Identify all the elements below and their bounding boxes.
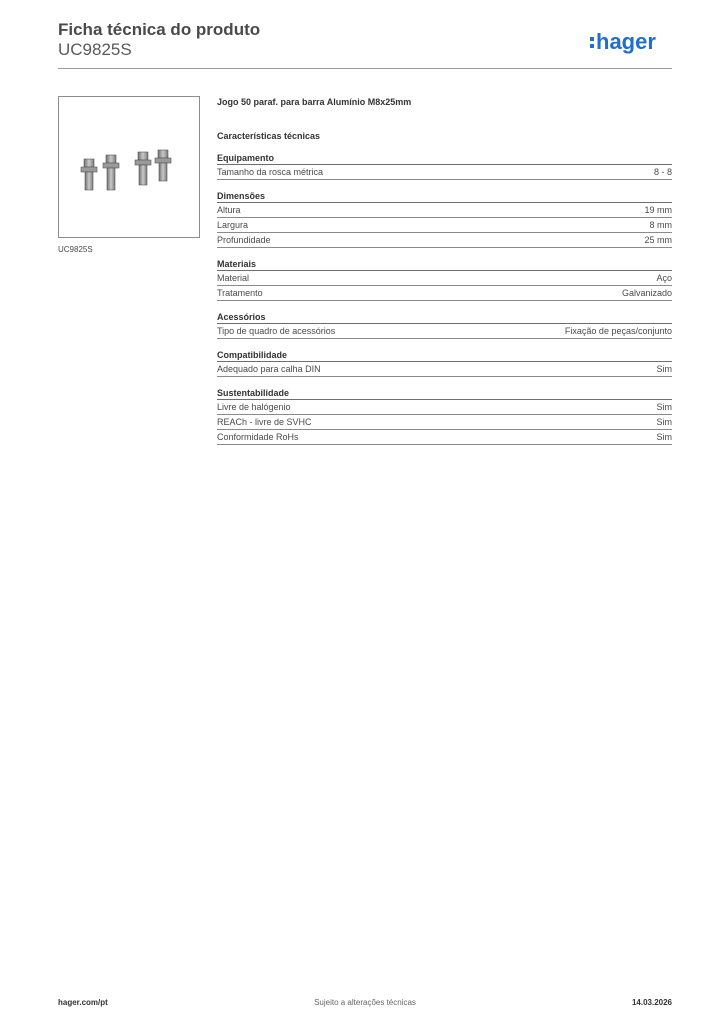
spec-section <box>217 311 672 339</box>
section-title: Sustentabilidade <box>217 387 672 400</box>
spec-value: Galvanizado <box>621 288 672 298</box>
section-title: Equipamento <box>217 152 672 165</box>
spec-row <box>217 400 672 415</box>
spec-row <box>217 203 672 218</box>
spec-value: Aço <box>656 273 672 283</box>
footer-date: 14.03.2026 <box>631 998 672 1007</box>
spec-label: Tratamento <box>217 288 263 298</box>
spec-row <box>217 271 672 286</box>
spec-label: Livre de halógenio <box>217 402 291 412</box>
product-name: Jogo 50 paraf. para barra Alumínio M8x25mm <box>217 97 412 107</box>
page-title: Ficha técnica do produto <box>58 20 261 39</box>
spec-label: REACh - livre de SVHC <box>217 417 312 427</box>
spec-section <box>217 387 672 445</box>
spec-content <box>217 96 672 445</box>
footer-notice: Sujeito a alterações técnicas <box>314 998 416 1007</box>
image-caption: UC9825S <box>58 245 93 254</box>
spec-row <box>217 165 672 180</box>
spec-row <box>217 218 672 233</box>
spec-label: Largura <box>217 220 249 230</box>
spec-heading: Características técnicas <box>217 131 321 141</box>
spec-section <box>217 349 672 377</box>
spec-row <box>217 324 672 339</box>
spec-value: Sim <box>656 432 672 442</box>
spec-value: Sim <box>656 402 672 412</box>
spec-label: Adequado para calha DIN <box>217 364 321 374</box>
spec-row <box>217 233 672 248</box>
spec-value: Sim <box>656 417 672 427</box>
section-title: Dimensões <box>217 190 672 203</box>
section-title: Acessórios <box>217 311 672 324</box>
spec-row <box>217 430 672 445</box>
spec-row <box>217 415 672 430</box>
hager-logo-icon <box>590 28 672 58</box>
section-title: Compatibilidade <box>217 349 672 362</box>
spec-value: Sim <box>656 364 672 374</box>
logo-text: hager <box>596 29 656 54</box>
spec-label: Profundidade <box>217 235 271 245</box>
spec-row <box>217 362 672 377</box>
spec-label: Material <box>217 273 250 283</box>
spec-section <box>217 190 672 248</box>
spec-label: Conformidade RoHs <box>217 432 299 442</box>
spec-value: 25 mm <box>644 235 672 245</box>
spec-label: Tamanho da rosca métrica <box>217 167 324 177</box>
product-image <box>58 96 200 238</box>
spec-label: Altura <box>217 205 241 215</box>
spec-value: Fixação de peças/conjunto <box>564 326 672 336</box>
spec-row <box>217 286 672 301</box>
footer-website: hager.com/pt <box>58 998 108 1007</box>
spec-sections <box>217 152 672 445</box>
section-title: Materiais <box>217 258 672 271</box>
spec-section <box>217 258 672 301</box>
product-code: UC9825S <box>58 40 132 59</box>
spec-label: Tipo de quadro de acessórios <box>217 326 336 336</box>
header-divider <box>58 68 672 69</box>
hager-logo <box>590 28 672 58</box>
spec-section <box>217 152 672 180</box>
bolt-set-image-icon <box>59 97 199 237</box>
spec-value: 8 - 8 <box>653 167 672 177</box>
spec-value: 19 mm <box>644 205 672 215</box>
spec-value: 8 mm <box>649 220 672 230</box>
